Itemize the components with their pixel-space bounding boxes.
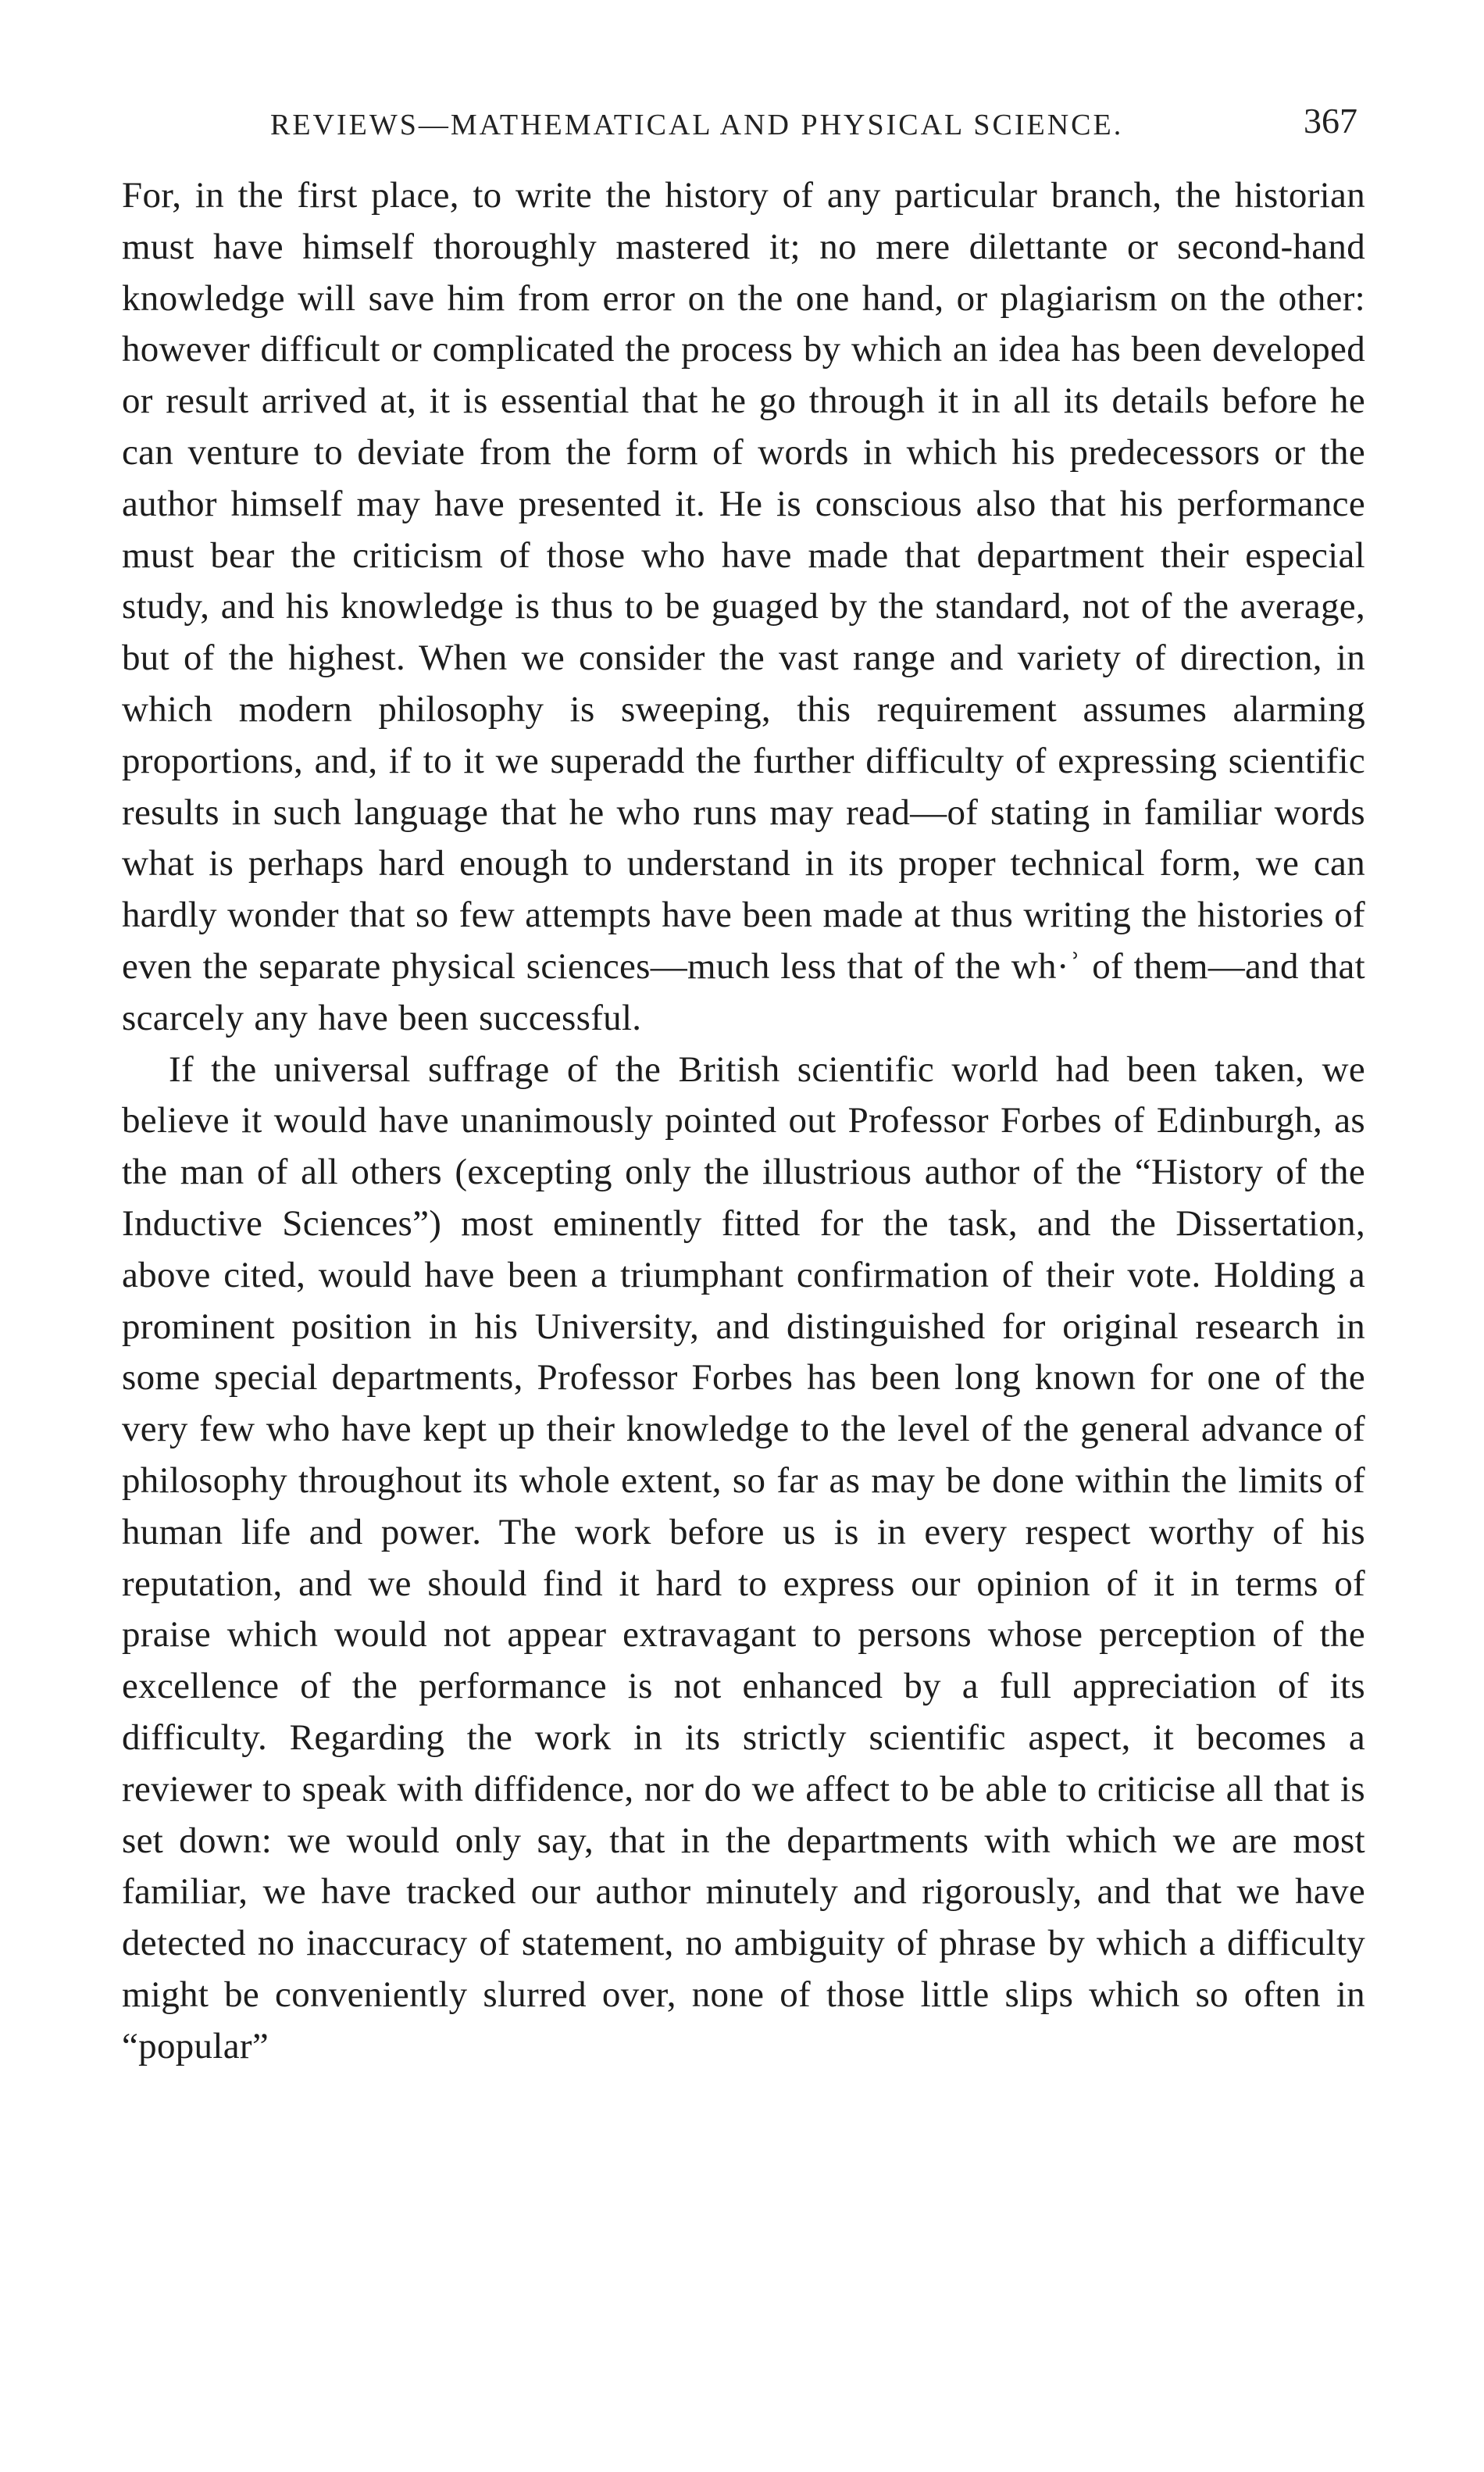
page-number: 367 [1304,101,1357,141]
body-text [122,170,1365,2072]
running-head [122,92,1365,163]
running-title: REVIEWS—MATHEMATICAL AND PHYSICAL SCIENCE. [270,109,1124,141]
book-page [122,92,1365,2420]
paragraph-1: For, in the first place, to write the history of any particular branch, the historian must have himself thoroughly mastered it; no mere dilettante or second-hand knowledge will save him from error on the one hand, or plagiarism on the other: however difficult or complicated the process by which an idea has been developed or result arrived at, it is essential that he go through it in all its details before he can venture to deviate from the form of words in which his predecessors or the author himself may have presented it. He is conscious also that his performance must bear the criticism of those who have made that department their especial study, and his knowledge is thus to be guaged by the standard, not of the average, but of the highest. When we consider the vast range and variety of direction, in which modern philosophy is sweeping, this requirement assumes alarming proportions, and, if to it we superadd the further difficulty of expressing scientific results in such language that he who runs may read—of stating in familiar words what is perhaps hard enough to understand in its proper technical form, we can hardly wonder that so few attempts have been made at thus writing the histories of even the separate physical sciences—much less that of the wh·ʾ of them—and that scarcely any have been successful. [122,175,1365,1038]
paragraph-2: If the universal suffrage of the British scientific world had been taken, we believe it would have unanimously pointed out Professor Forbes of Edinburgh, as the man of all others (excepting only the illustrious author of the “History of the Inductive Sciences”) most eminently fitted for the task, and the Dissertation, above cited, would have been a triumphant confirmation of their vote. Holding a prominent position in his University, and distinguished for original research in some special departments, Professor Forbes has been long known for one of the very few who have kept up their knowledge to the level of the general advance of philosophy throughout its whole extent, so far as may be done within the limits of human life and power. The work before us is in every respect worthy of his reputation, and we should find it hard to express our opinion of it in terms of praise which would not appear extravagant to persons whose perception of the excellence of the performance is not enhanced by a full appreciation of its difficulty. Regarding the work in its strictly scientific aspect, it becomes a reviewer to speak with diffidence, nor do we affect to be able to criticise all that is set down: we would only say, that in the departments with which we are most familiar, we have tracked our author minutely and rigorously, and that we have detected no inaccuracy of statement, no ambiguity of phrase by which a difficulty might be conveniently slurred over, none of those little slips which so often in “popular” [122,1048,1365,2067]
